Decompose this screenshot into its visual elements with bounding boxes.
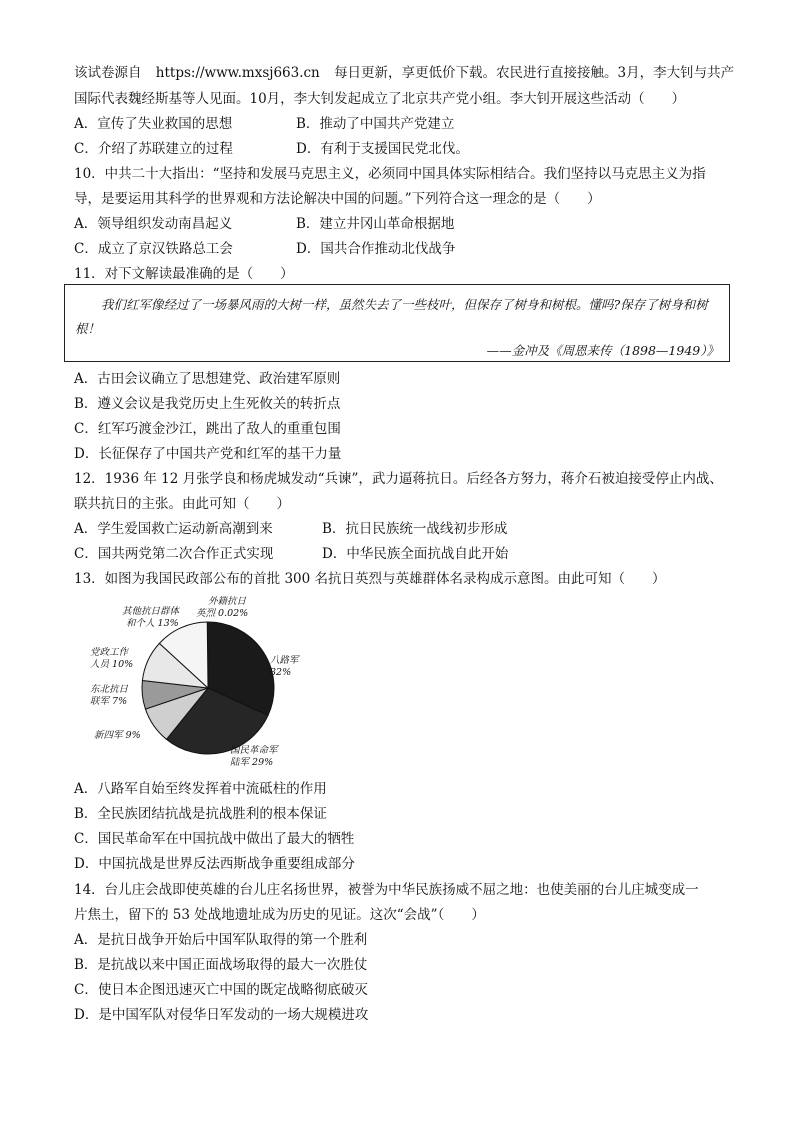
label-qita-1: 其他抗日群体 (122, 606, 180, 617)
q9-option-d[interactable]: D．有利于支援国民党北伐。 (296, 141, 469, 157)
q10-option-a[interactable]: A．领导组织发动南昌起义 (74, 216, 233, 232)
q12-option-d[interactable]: D．中华民族全面抗战自此开始 (322, 546, 509, 562)
label-guomin-1: 国民革命军 (230, 745, 278, 756)
label-bajunjun-2: 32% (270, 667, 292, 678)
q14-option-a[interactable]: A．是抗日战争开始后中国军队取得的第一个胜利 (74, 932, 368, 948)
q9-continuation-2: 国际代表魏经斯基等人见面。10月，李大钊发起成立了北京共产党小组。李大钊开展这些活动（ ） (74, 91, 686, 107)
q10-stem-1: 10．中共二十大指出：“坚持和发展马克思主义，必须同中国具体实际相结合。我们坚持以马克思主义为指 (74, 166, 706, 182)
q9-option-b[interactable]: B．推动了中国共产党建立 (296, 116, 455, 132)
q11-option-b[interactable]: B．遵义会议是我党历史上生死攸关的转折点 (74, 396, 341, 412)
q10-option-b[interactable]: B．建立井冈山革命根据地 (296, 216, 455, 232)
q13-option-c[interactable]: C．国民革命军在中国抗战中做出了最大的牺牲 (74, 831, 355, 847)
q10-stem-2: 导，是要运用其科学的世界观和方法论解决中国的问题。”下列符合这一理念的是（ ） (74, 191, 601, 207)
q12-option-a[interactable]: A．学生爱国救亡运动新高潮到来 (74, 521, 273, 537)
label-waiji-1: 外籍抗日 (208, 596, 247, 607)
label-guomin-2: 陆军 29% (230, 757, 274, 768)
pie-chart (78, 593, 318, 773)
q10-option-d[interactable]: D．国共合作推动北伐战争 (296, 241, 456, 257)
q14-option-c[interactable]: C．使日本企图迅速灭亡中国的既定战略彻底破灭 (74, 982, 368, 998)
q14-stem-1: 14．台儿庄会战即使英雄的台儿庄名扬世界，被誉为中华民族扬威不屈之地：也使美丽的台儿庄城变成一 (74, 882, 699, 898)
label-dongbei-1: 东北抗日 (90, 684, 129, 695)
q9-option-a[interactable]: A．宣传了失业救国的思想 (74, 116, 233, 132)
q10-option-c[interactable]: C．成立了京汉铁路总工会 (74, 241, 233, 257)
label-dangzheng-2: 人员 10% (90, 659, 134, 670)
label-dongbei-2: 联军 7% (90, 696, 128, 707)
q12-stem-1: 12．1936 年 12 月张学良和杨虎城发动“兵谏”，武力逼蒋抗日。后经各方努力，蒋介石被迫接受停止内战、 (74, 471, 723, 487)
q13-option-a[interactable]: A．八路军自始至终发挥着中流砥柱的作用 (74, 781, 327, 797)
label-qita-2: 和个人 13% (126, 618, 179, 629)
q13-stem: 13．如图为我国民政部公布的首批 300 名抗日英烈与英雄群体名录构成示意图。由此可知（ ） (74, 571, 666, 587)
q14-stem-2: 片焦土，留下的 53 处战地遗址成为历史的见证。这次“会战”（ ） (74, 907, 485, 923)
q11-quote-source: ——金冲及《周恩来传（1898—1949）》 (486, 343, 719, 358)
label-dangzheng-1: 党政工作 (90, 647, 129, 658)
q11-quote-box (64, 284, 730, 362)
q11-option-c[interactable]: C．红军巧渡金沙江，跳出了敌人的重重包围 (74, 421, 341, 437)
q9-continuation-1: 农民进行直接接触。3月，李大钊与共产 (496, 65, 735, 81)
q11-option-a[interactable]: A．古田会议确立了思想建党、政治建军原则 (74, 371, 341, 387)
q14-option-d[interactable]: D．是中国军队对侵华日军发动的一场大规模进攻 (74, 1007, 369, 1023)
q12-stem-2: 联共抗日的主张。由此可知（ ） (74, 496, 290, 512)
q11-option-d[interactable]: D．长征保存了中国共产党和红军的基干力量 (74, 446, 342, 462)
q13-option-d[interactable]: D．中国抗战是世界反法西斯战争重要组成部分 (74, 856, 355, 872)
label-bajunjun-1: 八路军 (270, 655, 299, 666)
q11-quote: 我们红军像经过了一场暴风雨的大树一样，虽然失去了一些枝叶，但保存了树身和树根。懂吗?保存了树身和树根！ (75, 297, 708, 336)
source-url[interactable]: https://www.mxsj663.cn (155, 65, 320, 81)
q12-option-c[interactable]: C．国共两党第二次合作正式实现 (74, 546, 274, 562)
source-suffix: 每日更新，享更低价下载。 (334, 65, 497, 81)
q9-option-c[interactable]: C．介绍了苏联建立的过程 (74, 141, 233, 157)
q13-option-b[interactable]: B．全民族团结抗战是抗战胜利的根本保证 (74, 806, 327, 822)
q14-option-b[interactable]: B．是抗战以来中国正面战场取得的最大一次胜仗 (74, 957, 368, 973)
source-prefix: 该试卷源自 (74, 65, 142, 81)
q11-stem: 11．对下文解读最准确的是（ ） (74, 266, 294, 282)
label-xinsijun: 新四军 9% (94, 730, 141, 741)
label-waiji-2: 英烈 0.02% (196, 608, 249, 619)
header-line (74, 64, 735, 82)
q12-option-b[interactable]: B．抗日民族统一战线初步形成 (322, 521, 508, 537)
